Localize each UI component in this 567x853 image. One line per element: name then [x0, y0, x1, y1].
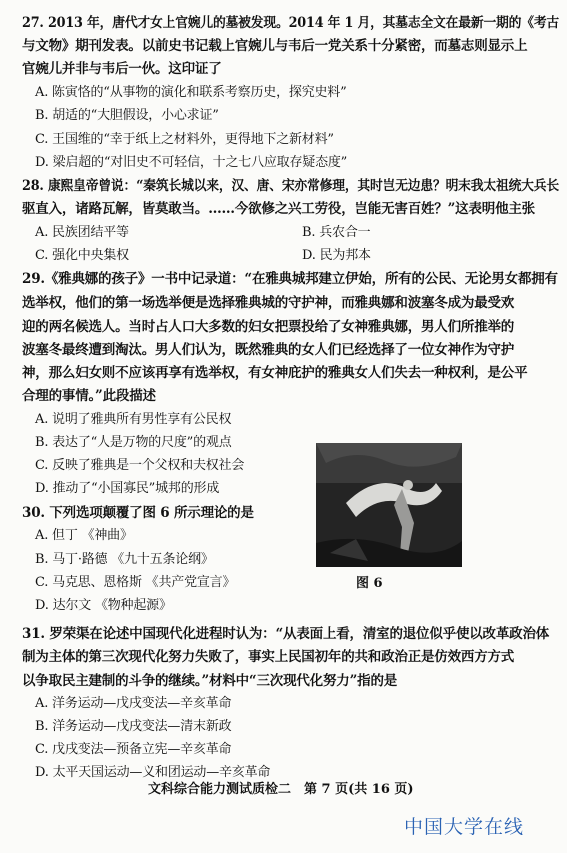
q29-option-b: B. 表达了“人是万物的尺度”的观点 [35, 435, 232, 450]
q28-option-b: B. 兵农合一 [302, 225, 371, 240]
q29-stem-line-4: 波塞冬最终遭到淘汰。男人们认为，既然雅典的女人们已经选择了一位女神作为守护 [22, 342, 515, 358]
q28-option-a: A. 民族团结平等 [35, 225, 129, 240]
q31-option-d: D. 太平天国运动—义和团运动—辛亥革命 [35, 765, 271, 780]
q29-stem-line-3: 迎的两名候选人。当时占人口大多数的妇女把票投给了女神雅典娜，男人们所推举的 [22, 319, 515, 335]
q31-option-c: C. 戊戌变法—预备立宪—辛亥革命 [35, 742, 232, 757]
q31-stem-line-1: 31. 罗荣渠在论述中国现代化进程时认为：“从表面上看，清室的退位似乎使以改革政治体 [22, 626, 550, 642]
q31-option-a: A. 洋务运动—戊戌变法—辛亥革命 [35, 696, 232, 711]
site-watermark: 中国大学在线 [404, 816, 525, 838]
q29-stem-line-6: 合理的事情。”此段描述 [22, 388, 156, 404]
q28-stem-line-1: 28. 康熙皇帝曾说：“秦筑长城以来，汉、唐、宋亦常修理，其时岂无边患？明末我太祖统大兵长 [22, 178, 559, 194]
q30-option-a: A. 但丁 《神曲》 [35, 528, 133, 543]
q28-stem-line-2: 驱直入，诸路瓦解，皆莫敢当。……今欲修之兴工劳役，岂能无害百姓？”这表明他主张 [22, 201, 535, 217]
q27-option-a: A. 陈寅恪的“从事物的演化和联系考察历史，探究史料” [35, 85, 347, 100]
q29-option-a: A. 说明了雅典所有男性享有公民权 [35, 412, 232, 427]
q29-stem-line-5: 神，那么妇女则不应该再享有选举权，有女神庇护的雅典女人们失去一种权利，是公平 [22, 365, 528, 381]
q30-option-c: C. 马克思、恩格斯 《共产党宣言》 [35, 575, 236, 590]
q27-option-d: D. 梁启超的“对旧史不可轻信，十之七八应取存疑态度” [35, 155, 348, 170]
q31-stem-line-3: 以争取民主建制的斗争的继续。”材料中“三次现代化努力”指的是 [22, 673, 398, 689]
q27-option-c: C. 王国维的“幸于纸上之材料外，更得地下之新材料” [35, 132, 334, 147]
q27-option-b: B. 胡适的“大胆假设，小心求证” [35, 108, 219, 123]
figure-6-image [316, 443, 462, 567]
q27-stem-line-3: 官婉儿并非与韦后一伙。这印证了 [22, 61, 222, 77]
q28-option-c: C. 强化中央集权 [35, 248, 129, 263]
q30-option-d: D. 达尔文 《物种起源》 [35, 598, 172, 613]
q31-stem-line-2: 制为主体的第三次现代化努力失败了，事实上民国初年的共和政治正是仿效西方方式 [22, 649, 515, 665]
q29-stem-line-1: 29.《雅典娜的孩子》一书中记录道：“在雅典城邦建立伊始，所有的公民、无论男女都拥有 [22, 271, 558, 287]
q30-option-b: B. 马丁·路德 《九十五条论纲》 [35, 552, 214, 567]
q31-option-b: B. 洋务运动—戊戌变法—清末新政 [35, 719, 232, 734]
q29-option-c: C. 反映了雅典是一个父权和夫权社会 [35, 458, 245, 473]
q29-stem-line-2: 选举权，他们的第一场选举便是选择雅典城的守护神，而雅典娜和波塞冬成为最受欢 [22, 295, 515, 311]
q28-option-d: D. 民为邦本 [302, 248, 371, 263]
q29-option-d: D. 推动了“小国寡民”城邦的形成 [35, 481, 220, 496]
figure-6-painting [316, 443, 462, 567]
q30-stem: 30. 下列选项颠覆了图 6 所示理论的是 [22, 505, 254, 521]
q27-stem-line-2: 与文物》期刊发表。以前史书记载上官婉儿与韦后一党关系十分紧密，而墓志则显示上 [22, 38, 528, 54]
figure-6-caption: 图 6 [356, 576, 383, 591]
page-footer: 文科综合能力测试质检二 第 7 页(共 16 页) [148, 782, 414, 797]
q27-stem-line-1: 27. 2013 年，唐代才女上官婉儿的墓被发现。2014 年 1 月，其墓志全文在最新一期的《考古 [22, 15, 560, 31]
